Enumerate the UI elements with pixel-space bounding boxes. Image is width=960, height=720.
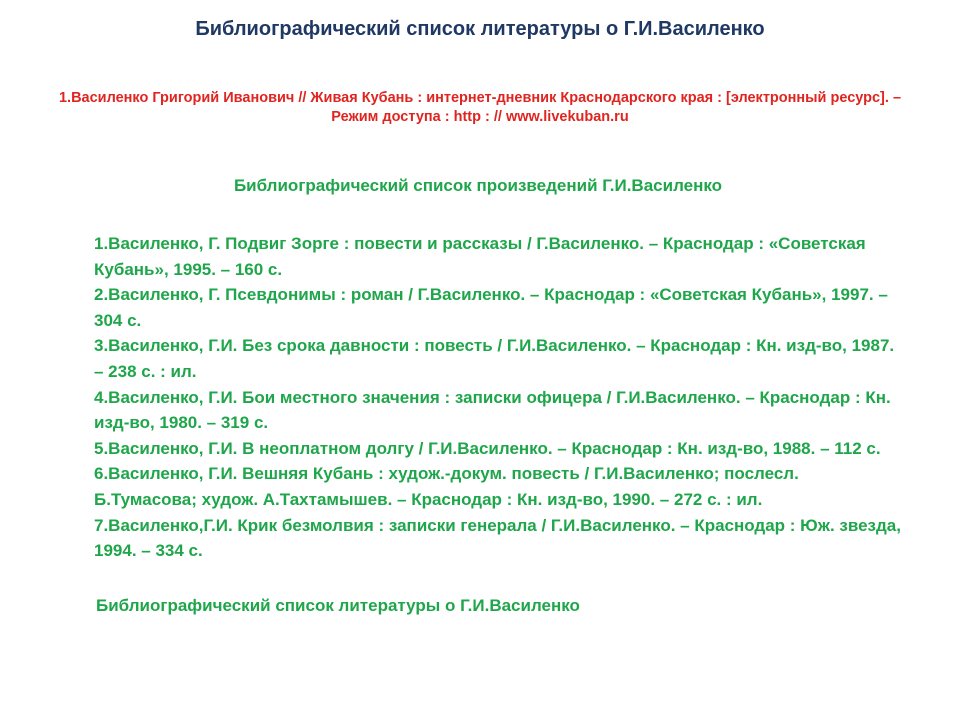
list-item: 4.Василенко, Г.И. Бои местного значения : записки офицера / Г.И.Василенко. – Краснодар : Кн. изд-во, 1980. – 319 с. — [94, 387, 891, 433]
page-title: Библиографический список литературы о Г.И.Василенко — [195, 18, 765, 40]
list-item: 1.Василенко, Г. Подвиг Зорге : повести и рассказы / Г.Василенко. – Краснодар : «Советская Кубань», 1995. – 160 с. — [94, 234, 866, 279]
literature-link-heading[interactable]: Библиографический список литературы о Г.И.Василенко — [96, 596, 580, 615]
list-item: 5.Василенко, Г.И. В неоплатном долгу / Г.И.Василенко. – Краснодар : Кн. изд-во, 1988. – 112 с. — [94, 438, 881, 458]
works-list — [94, 231, 906, 564]
list-item: 6.Василенко, Г.И. Вешняя Кубань : худож.-докум. повесть / Г.И.Василенко; послесл. Б.Тумасова; худож. А.Тахтамышев. – Краснодар : Кн. изд-во, 1990. – 272 с. : ил. — [94, 464, 799, 509]
list-item: 2.Василенко, Г. Псевдонимы : роман / Г.Василенко. – Краснодар : «Советская Кубань», 1997. – 304 с. — [94, 285, 888, 330]
literature-entry: 1.Василенко Григорий Иванович // Живая Кубань : интернет-дневник Краснодарского края : [электронный ресурс]. – Режим доступа : http : // www.livekuban.ru — [58, 90, 902, 125]
works-heading: Библиографический список произведений Г.И.Василенко — [233, 176, 723, 195]
list-item: 3.Василенко, Г.И. Без срока давности : повесть / Г.И.Василенко. – Краснодар : Кн. изд-во, 1987. – 238 с. : ил. — [94, 336, 895, 381]
list-item: 7.Василенко,Г.И. Крик безмолвия : записки генерала / Г.И.Василенко. – Краснодар : Юж. звезда, 1994. – 334 с. — [94, 515, 901, 561]
